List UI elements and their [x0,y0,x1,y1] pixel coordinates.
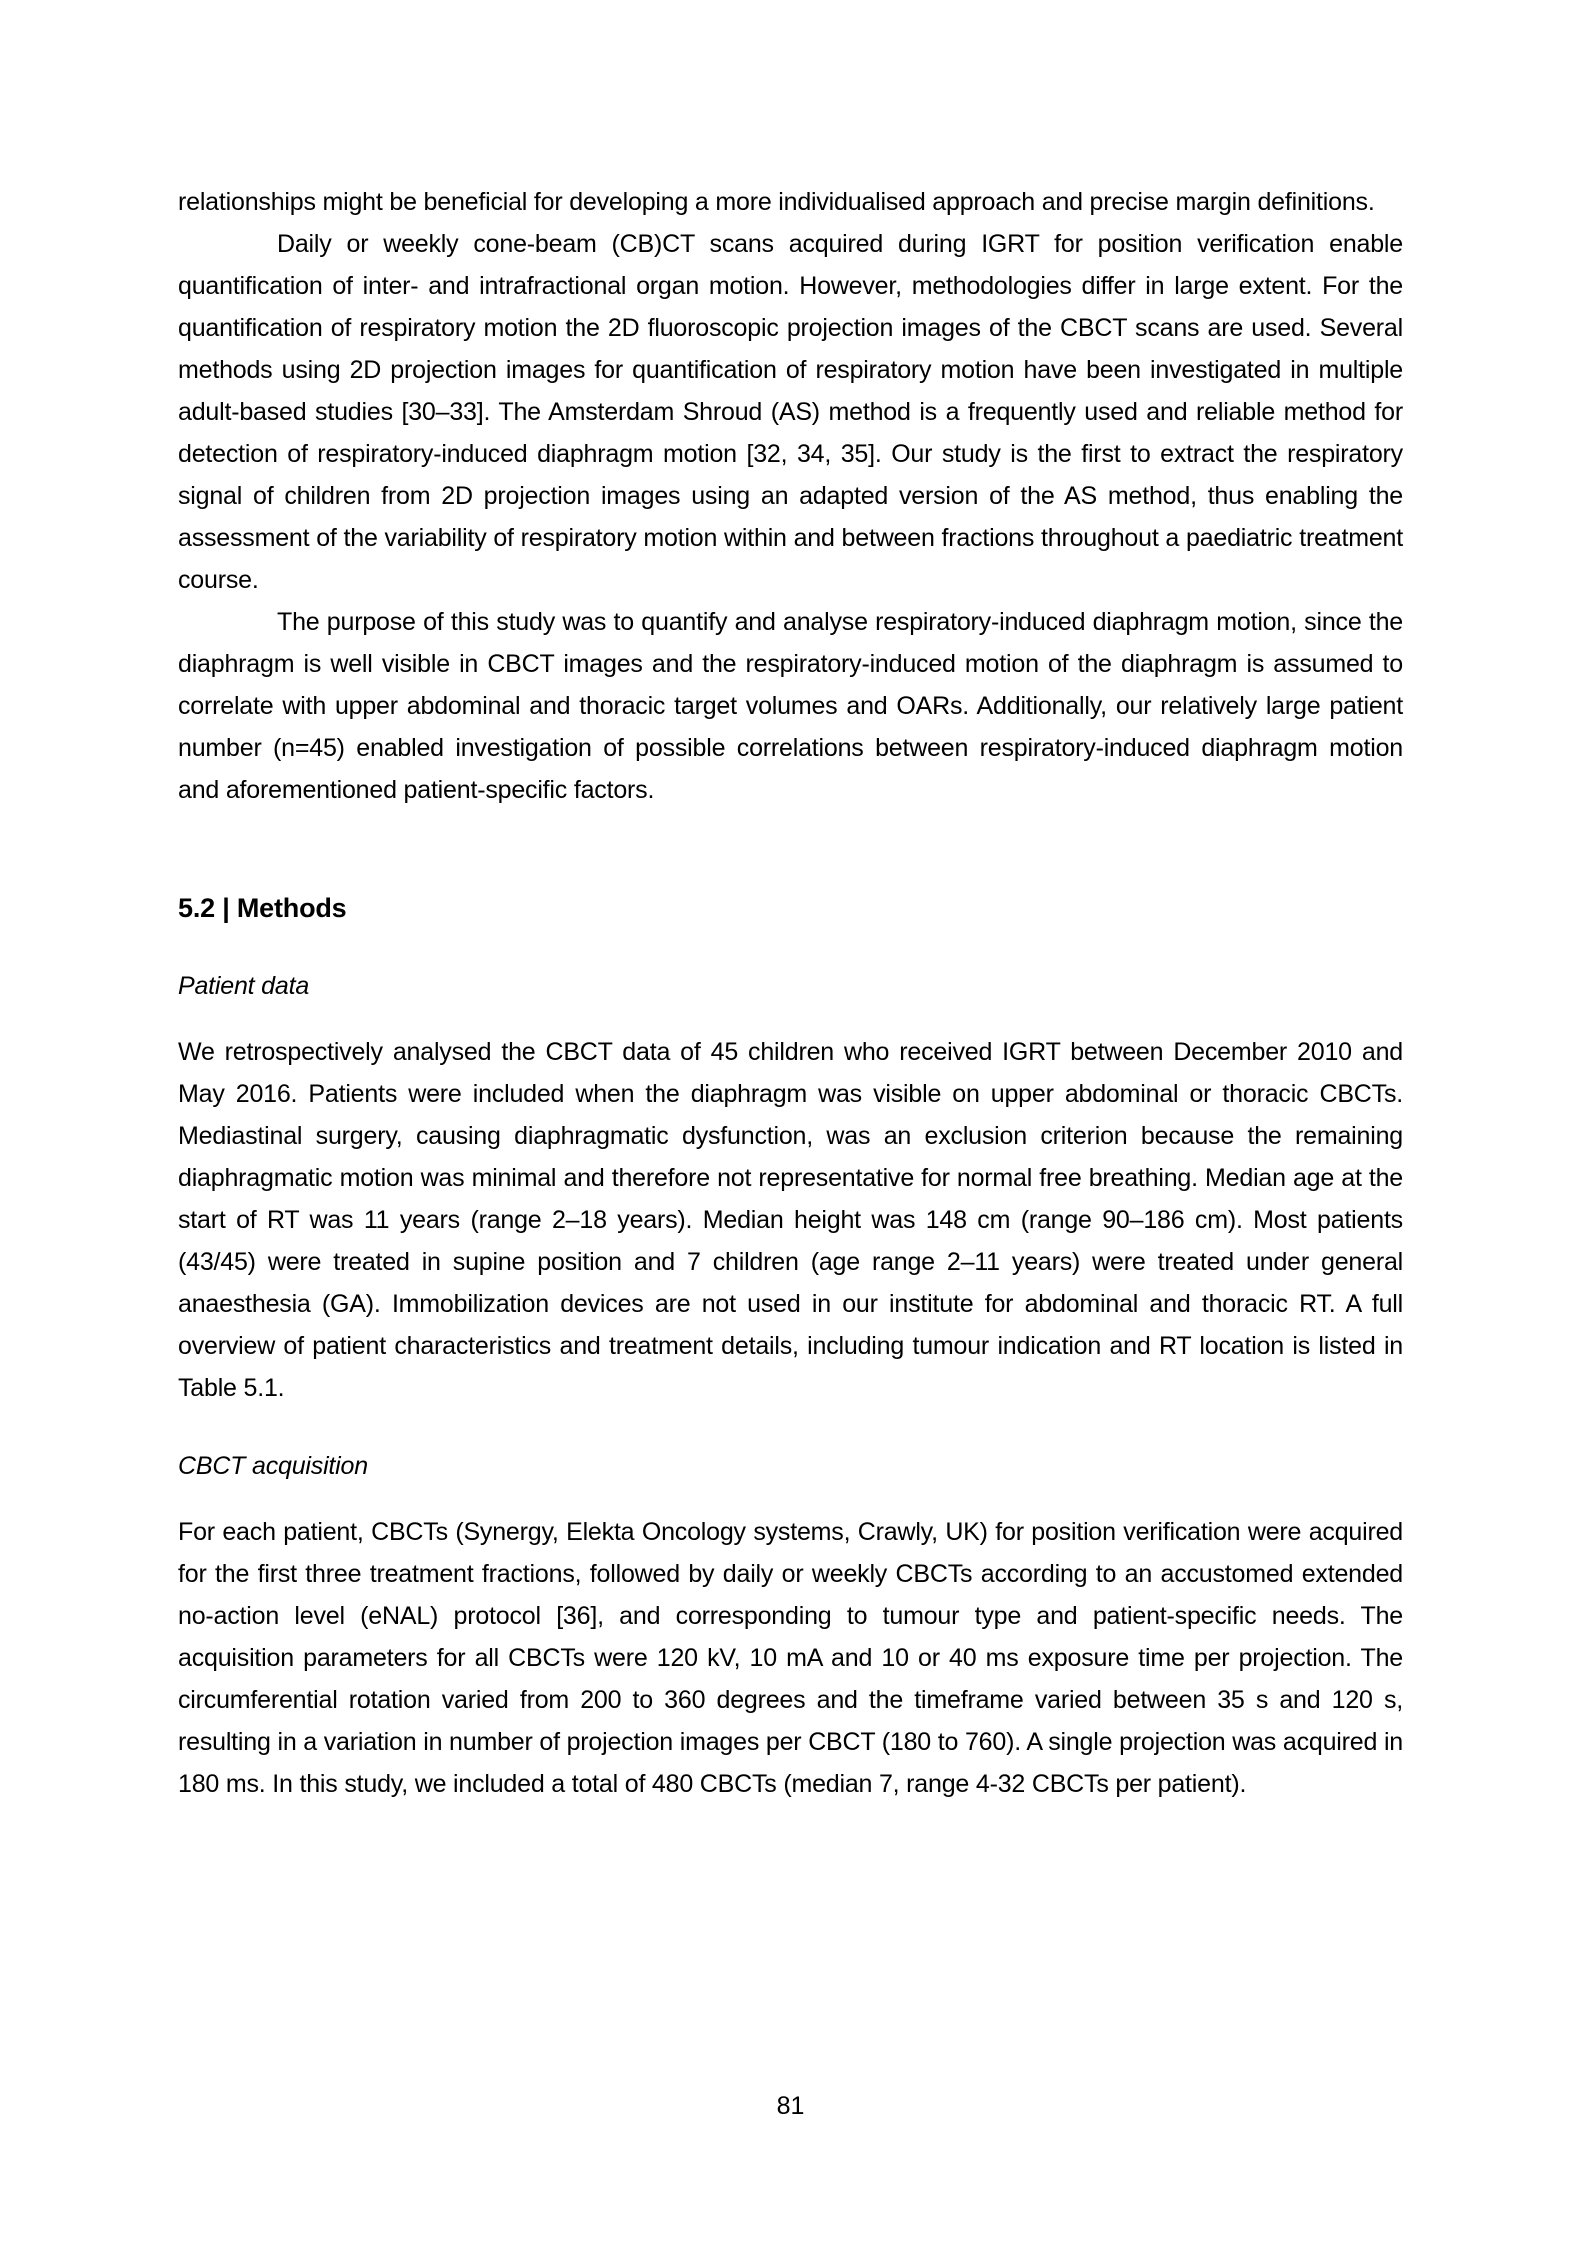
page-body [178,181,1403,1805]
paragraph-cbct-acquisition: For each patient, CBCTs (Synergy, Elekta Oncology systems, Crawly, UK) for position verification were acquired for the first three treatment fractions, followed by daily or weekly CBCTs according to an accustomed extended no-action level (eNAL) protocol [36], and corresponding to tumour type and patient-specific needs. The acquisition parameters for all CBCTs were 120 kV, 10 mA and 10 or 40 ms exposure time per projection. The circumferential rotation varied from 200 to 360 degrees and the timeframe varied between 35 s and 120 s, resulting in a variation in number of projection images per CBCT (180 to 760). A single projection was acquired in 180 ms. In this study, we included a total of 480 CBCTs (median 7, range 4-32 CBCTs per patient). [178,1518,1403,1798]
subsection-heading-patient-data: Patient data [178,972,310,1000]
paragraph-patient-data: We retrospectively analysed the CBCT data of 45 children who received IGRT between December 2010 and May 2016. Patients were included when the diaphragm was visible on upper abdominal or thoracic CBCTs. Mediastinal surgery, causing diaphragmatic dysfunction, was an exclusion criterion because the remaining diaphragmatic motion was minimal and therefore not representative for normal free breathing. Median age at the start of RT was 11 years (range 2–18 years). Median height was 148 cm (range 90–186 cm). Most patients (43/45) were treated in supine position and 7 children (age range 2–11 years) were treated under general anaesthesia (GA). Immobilization devices are not used in our institute for abdominal and thoracic RT. A full overview of patient characteristics and treatment details, including tumour indication and RT location is listed in Table 5.1. [178,1038,1403,1402]
page-number: 81 [776,2092,805,2120]
section-heading-methods: 5.2 | Methods [178,893,347,923]
intro-paragraph-continuation: relationships might be beneficial for developing a more individualised approach and precise margin definitions. [178,188,1375,216]
page-footer [178,2085,1403,2127]
intro-paragraph-cbct-scans: Daily or weekly cone-beam (CB)CT scans acquired during IGRT for position verification enable quantification of inter- and intrafractional organ motion. However, methodologies differ in large extent. For the quantification of respiratory motion the 2D fluoroscopic projection images of the CBCT scans are used. Several methods using 2D projection images for quantification of respiratory motion have been investigated in multiple adult-based studies [30–33]. The Amsterdam Shroud (AS) method is a frequently used and reliable method for detection of respiratory-induced diaphragm motion [32, 34, 35]. Our study is the first to extract the respiratory signal of children from 2D projection images using an adapted version of the AS method, thus enabling the assessment of the variability of respiratory motion within and between fractions throughout a paediatric treatment course. [178,230,1403,594]
subsection-heading-cbct-acquisition: CBCT acquisition [178,1452,368,1480]
intro-paragraph-study-purpose: The purpose of this study was to quantify and analyse respiratory-induced diaphragm motion, since the diaphragm is well visible in CBCT images and the respiratory-induced motion of the diaphragm is assumed to correlate with upper abdominal and thoracic target volumes and OARs. Additionally, our relatively large patient number (n=45) enabled investigation of possible correlations between respiratory-induced diaphragm motion and aforementioned patient-specific factors. [178,608,1403,804]
